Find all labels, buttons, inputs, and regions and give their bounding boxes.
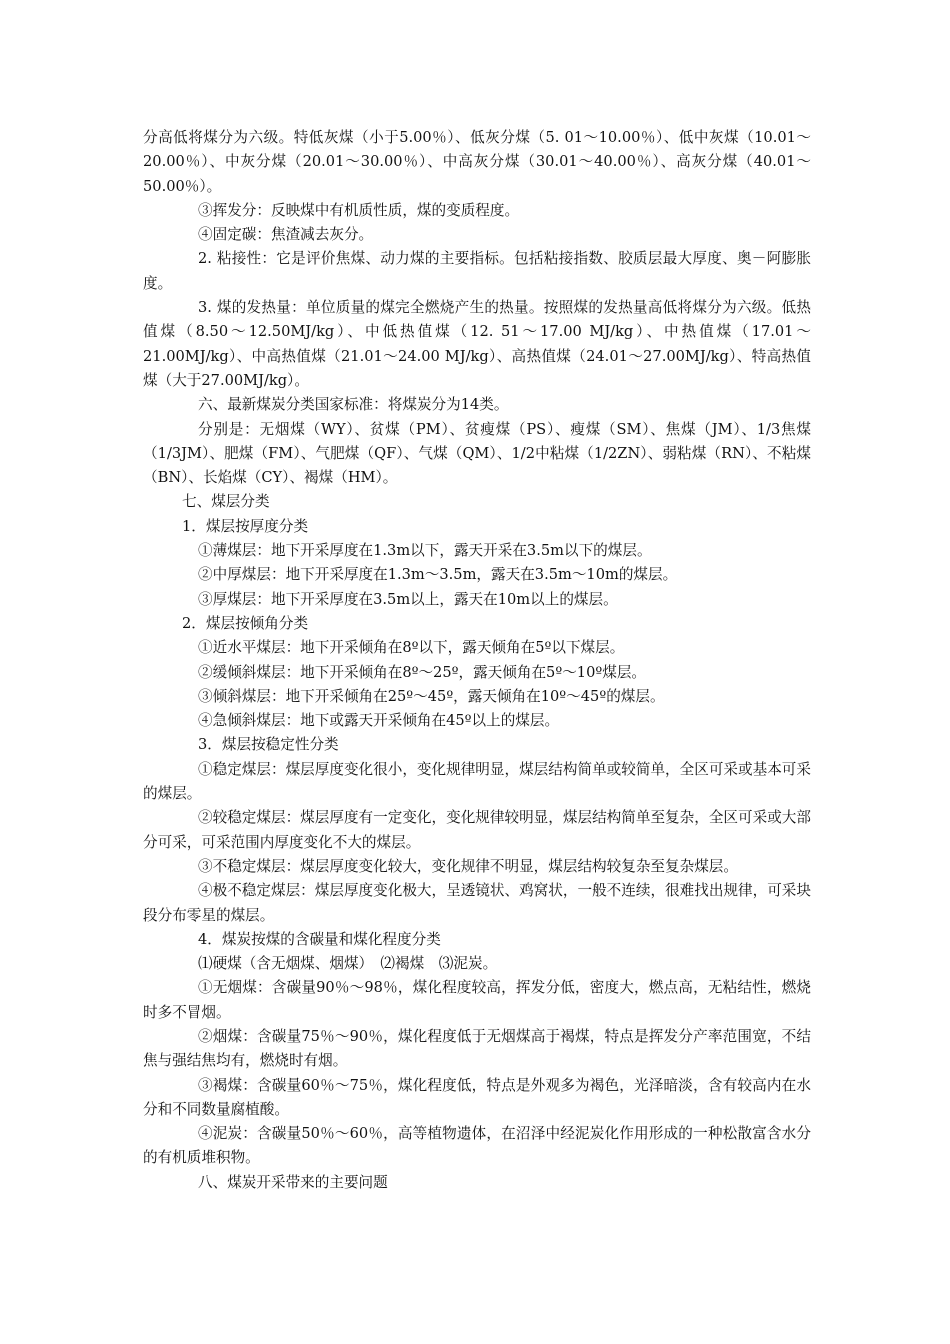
heading-dip-angle: 2．煤层按倾角分类 — [182, 614, 309, 632]
paragraph-near-horizontal: ①近水平煤层：地下开采倾角在8º以下，露天倾角在5º以下煤层。 — [198, 639, 625, 657]
paragraph-inclined: ③倾斜煤层：地下开采倾角在25º～45º，露天倾角在10º～45º的煤层。 — [198, 687, 665, 705]
paragraph-coal-types: 分别是：无烟煤（WY）、贫煤（PM）、贫瘦煤（PS）、瘦煤（SM）、焦煤（JM）、1/3焦煤（1/3JM）、肥煤（FM）、气肥煤（QF）、气煤（QM）、1/2中粘煤（1/2ZN）、弱粘煤（RN）、不粘煤（BN）、长焰煤（CY）、褐煤（HM）。 — [143, 420, 811, 487]
paragraph-stable-seam: ①稳定煤层：煤层厚度变化很小，变化规律明显，煤层结构简单或较简单，全区可采或基本可采的煤层。 — [143, 760, 811, 803]
paragraph-gently-inclined: ②缓倾斜煤层：地下开采倾角在8º～25º，露天倾角在5º～10º煤层。 — [198, 663, 647, 681]
paragraph-steep: ④急倾斜煤层：地下或露天开采倾角在45º以上的煤层。 — [198, 712, 560, 730]
heading-section-eight: 八、煤炭开采带来的主要问题 — [198, 1173, 388, 1191]
paragraph-thin-seam: ①薄煤层：地下开采厚度在1.3m以下，露天开采在3.5m以下的煤层。 — [198, 542, 652, 560]
paragraph-volatile-matter: ③挥发分：反映煤中有机质性质，煤的变质程度。 — [198, 201, 520, 219]
paragraph-peat: ④泥炭：含碳量50％～60％，高等植物遗体，在沼泽中经泥炭化作用形成的一种松散富含水分的有机质堆积物。 — [143, 1125, 811, 1167]
paragraph-fairly-stable-seam: ②较稳定煤层：煤层厚度有一定变化，变化规律较明显，煤层结构简单至复杂，全区可采或大部分可采，可采范围内厚度变化不大的煤层。 — [143, 809, 811, 851]
paragraph-caking: 2. 粘接性：它是评价焦煤、动力煤的主要指标。包括粘接指数、胶质层最大厚度、奥－阿膨胀度。 — [143, 250, 811, 292]
heading-stability: 3．煤层按稳定性分类 — [198, 736, 339, 754]
paragraph-bituminous: ②烟煤：含碳量75％～90％，煤化程度低于无烟煤高于褐煤，特点是挥发分产率范围宽，不结焦与强结焦均有，燃烧时有烟。 — [143, 1027, 811, 1070]
paragraph-lignite: ③褐煤：含碳量60％～75％，煤化程度低，特点是外观多为褐色，光泽暗淡，含有较高内在水分和不同数量腐植酸。 — [143, 1076, 811, 1118]
document-body — [143, 126, 811, 1195]
paragraph-very-unstable-seam: ④极不稳定煤层：煤层厚度变化极大，呈透镜状、鸡窝状，一般不连续，很难找出规律，可采块段分布零星的煤层。 — [143, 882, 811, 924]
heading-section-six: 六、最新煤炭分类国家标准：将煤炭分为14类。 — [198, 396, 509, 414]
heading-section-seven: 七、煤层分类 — [182, 493, 270, 511]
paragraph-calorific-value: 3. 煤的发热量：单位质量的煤完全燃烧产生的热量。按照煤的发热量高低将煤分为六级。低热值煤（8.50～12.50MJ/kg）、中低热值煤（12. 51～17.00 MJ/kg）、中热值煤（17.01～21.00MJ/kg）、中高热值煤（21.01～24.00 MJ/kg）、高热值煤（24.01～27.00MJ/kg）、特高热值煤（大于27.00MJ/kg）。 — [143, 299, 811, 389]
paragraph-medium-seam: ②中厚煤层：地下开采厚度在1.3m～3.5m，露天在3.5m～10m的煤层。 — [198, 566, 678, 584]
paragraph-thick-seam: ③厚煤层：地下开采厚度在3.5m以上，露天在10m以上的煤层。 — [198, 590, 618, 608]
paragraph-fixed-carbon: ④固定碳：焦渣减去灰分。 — [198, 226, 374, 244]
paragraph-unstable-seam: ③不稳定煤层：煤层厚度变化较大，变化规律不明显，煤层结构较复杂至复杂煤层。 — [198, 857, 738, 875]
paragraph-ash-grades: 分高低将煤分为六级。特低灰煤（小于5.00％）、低灰分煤（5. 01～10.00％）、低中灰煤（10.01～20.00％）、中灰分煤（20.01～30.00％）、中高灰分煤（30.01～40.00％）、高灰分煤（40.01～50.00％）。 — [143, 129, 811, 195]
heading-carbon-content: 4．煤炭按煤的含碳量和煤化程度分类 — [198, 930, 441, 948]
heading-thickness: 1．煤层按厚度分类 — [182, 517, 309, 535]
paragraph-anthracite: ①无烟煤：含碳量90％～98％，煤化程度较高，挥发分低，密度大，燃点高，无粘结性，燃烧时多不冒烟。 — [143, 979, 811, 1021]
paragraph-coal-groups: ⑴硬煤（含无烟煤、烟煤） ⑵褐煤 ⑶泥炭。 — [198, 955, 498, 973]
